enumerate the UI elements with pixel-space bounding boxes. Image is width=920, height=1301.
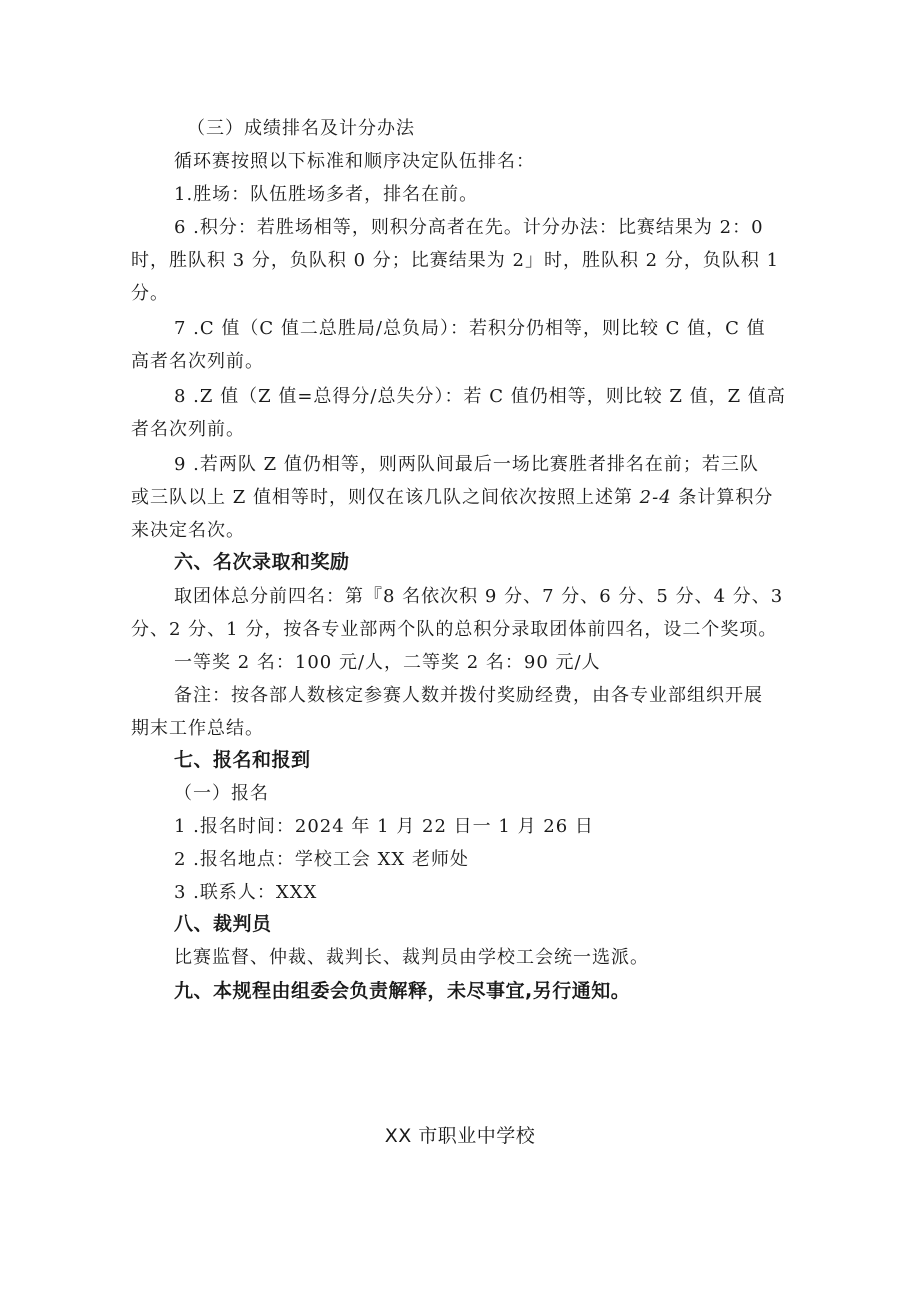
rule-tiebreak-range: 2-4 <box>639 487 672 508</box>
rule-z-value-line2: 者名次列前。 <box>131 419 245 440</box>
rule-c-value-line1: 7 .C 值（C 值二总胜局/总负局）：若积分仍相等，则比较 C 值，C 值 <box>174 318 766 339</box>
rule-z-value-line1: 8 .Z 值（Z 值=总得分/总失分）：若 C 值仍相等，则比较 Z 值，Z 值高 <box>174 386 786 407</box>
heading-awards: 六、名次录取和奖励 <box>174 551 350 573</box>
heading-referees: 八、裁判员 <box>174 913 272 935</box>
note-line2: 期末工作总结。 <box>131 718 264 739</box>
rule-tiebreak-line3: 来决定名次。 <box>131 520 245 541</box>
note-line1: 备注：按各部人数核定参赛人数并拨付奖励经费，由各专业部组织开展 <box>174 685 763 706</box>
rule-tiebreak-line2 <box>131 487 773 509</box>
referee-text: 比赛监督、仲裁、裁判长、裁判员由学校工会统一选派。 <box>174 947 649 968</box>
issuer-signature: XX 市职业中学校 <box>384 1125 536 1147</box>
prize-amounts: 一等奖 2 名：100 元/人，二等奖 2 名：90 元/人 <box>174 652 601 673</box>
rule-wins: 1.胜场：队伍胜场多者，排名在前。 <box>174 184 479 205</box>
rule-points-line3: 分。 <box>131 283 169 304</box>
rule-points-line2: 时，胜队积 3 分，负队积 0 分；比赛结果为 2」时，胜队积 2 分，负队积 1 <box>131 250 780 271</box>
rule-c-value-line2: 高者名次列前。 <box>131 351 264 372</box>
registration-subtitle: （一）报名 <box>174 783 269 804</box>
heading-interpretation: 九、本规程由组委会负责解释，未尽事宜,另行通知。 <box>174 980 631 1002</box>
awards-line1: 取团体总分前四名：第『8 名依次积 9 分、7 分、6 分、5 分、4 分、3 <box>174 586 784 607</box>
registration-place: 2 .报名地点：学校工会 XX 老师处 <box>174 849 469 870</box>
section-3-title: （三）成绩排名及计分办法 <box>187 118 415 139</box>
ranking-intro: 循环赛按照以下标准和顺序决定队伍排名： <box>174 151 535 172</box>
rule-points-line1: 6 .积分：若胜场相等，则积分高者在先。计分办法：比赛结果为 2：0 <box>174 217 764 238</box>
rule-tiebreak-line1: 9 .若两队 Z 值仍相等，则两队间最后一场比赛胜者排名在前；若三队 <box>174 454 759 475</box>
heading-registration: 七、报名和报到 <box>174 749 311 771</box>
registration-time: 1 .报名时间：2024 年 1 月 22 日一 1 月 26 日 <box>174 816 594 837</box>
awards-line2: 分、2 分、1 分，按各专业部两个队的总积分录取团体前四名，设二个奖项。 <box>131 619 778 640</box>
rule-tiebreak-text-b: 条计算积分 <box>671 487 774 508</box>
rule-tiebreak-text-a: 或三队以上 Z 值相等时，则仅在该几队之间依次按照上述第 <box>131 487 640 508</box>
registration-contact: 3 .联系人：XXX <box>174 882 318 903</box>
